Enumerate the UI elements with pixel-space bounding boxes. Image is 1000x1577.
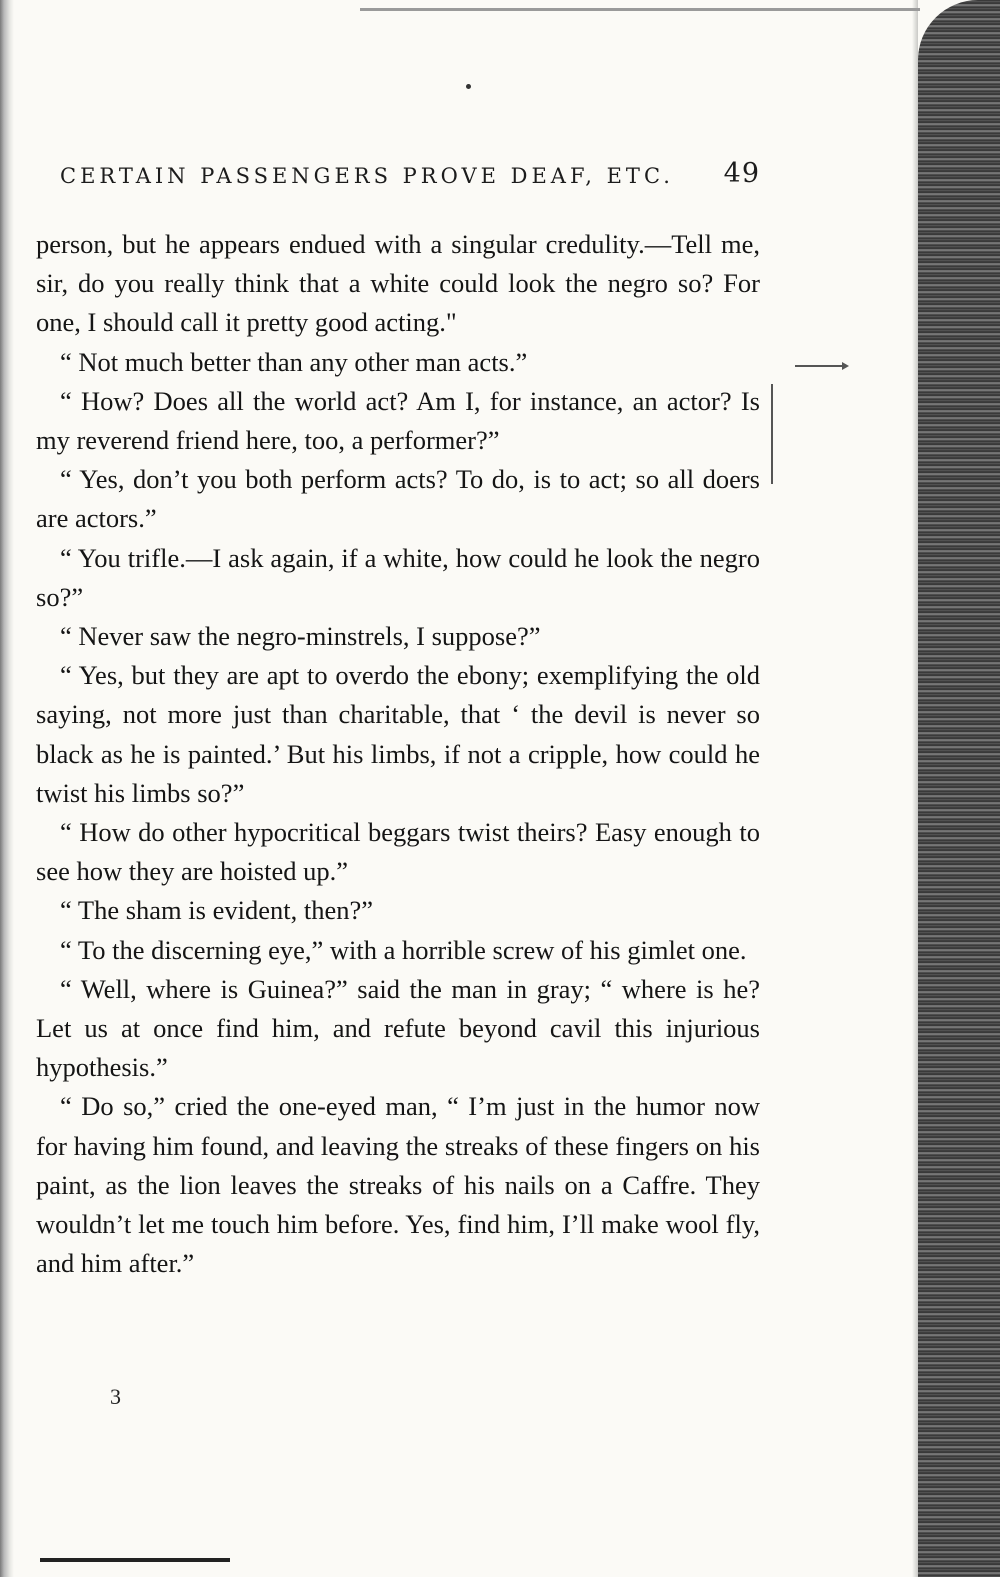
paragraph: “ How do other hypocritical beggars twist theirs? Easy enough to see how they are hoisted up.” xyxy=(36,817,760,887)
body-text xyxy=(36,225,760,1283)
margin-bar-mark xyxy=(771,384,773,484)
binding-shadow xyxy=(0,0,14,1577)
page-number: 49 xyxy=(723,158,760,189)
paragraph: person, but he appears endued with a singular credulity.—Tell me, sir, do you really think that a white could look the negro so? For one, I should call it pretty good acting." xyxy=(36,229,760,338)
paragraph: “ The sham is evident, then?” xyxy=(60,895,373,926)
ink-speck xyxy=(466,84,471,89)
scan-top-rule xyxy=(360,8,920,11)
paragraph: “ Not much better than any other man acts.” xyxy=(60,346,528,377)
paragraph: “ Yes, don’t you both perform acts? To do, is to act; so all doers are actors.” xyxy=(36,464,760,534)
running-head xyxy=(60,158,760,189)
paragraph: “ You trifle.—I ask again, if a white, how could he look the negro so?” xyxy=(36,542,760,612)
paragraph: “ To the discerning eye,” with a horrible screw of his gimlet one. xyxy=(60,934,747,965)
paragraph: “ Yes, but they are apt to overdo the ebony; exemplifying the old saying, not more just than charitable, that ‘ the devil is never so black as he is painted.’ But his limbs, if not a cripple, how could he twist his limbs so?” xyxy=(36,660,760,808)
paragraph: “ Never saw the negro-minstrels, I suppose?” xyxy=(60,621,541,652)
margin-arrow-mark xyxy=(795,365,843,367)
page-fore-edge xyxy=(918,0,1000,1577)
paragraph: “ How? Does all the world act? Am I, for instance, an actor? Is my reverend friend here, too, a performer?” xyxy=(36,385,760,456)
paragraph: “ Well, where is Guinea?” said the man in gray; “ where is he? Let us at once find him, and refute beyond cavil this injurious hypothesis.” xyxy=(36,973,760,1083)
paragraph: “ Do so,” cried the one-eyed man, “ I’m just in the humor now for having him found, and leaving the streaks of these fingers on his paint, as the lion leaves the streaks of his nails on a Caffre. They wouldn’t let me touch him before. Yes, find him, I’ll make wool fly, and him after.” xyxy=(36,1091,760,1279)
signature-mark: 3 xyxy=(110,1384,121,1409)
scan-bottom-rule xyxy=(40,1558,230,1562)
running-head-title: CERTAIN PASSENGERS PROVE DEAF, ETC. xyxy=(60,164,674,188)
